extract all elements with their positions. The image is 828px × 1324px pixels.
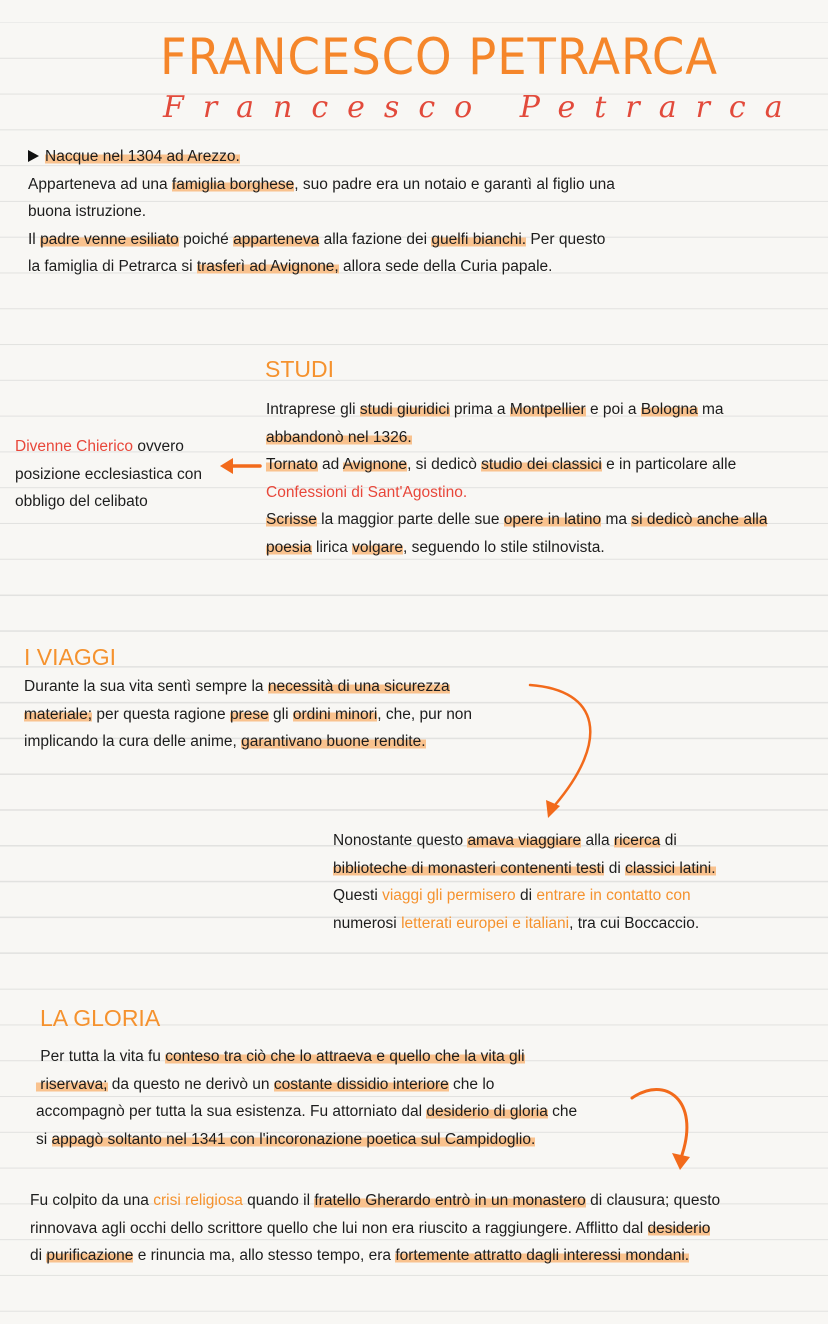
highlighted-text: Bologna bbox=[640, 401, 698, 418]
text-segment: poiché bbox=[178, 230, 234, 248]
text-segment: lirica bbox=[311, 538, 353, 556]
arrow-left-icon bbox=[220, 458, 260, 474]
highlighted-text: purificazione bbox=[46, 1247, 134, 1265]
text-segment: per questa ragione bbox=[92, 705, 230, 723]
text-segment: e in particolare alle bbox=[601, 456, 737, 474]
highlighted-text: desiderio bbox=[647, 1219, 711, 1237]
colored-text: Confessioni di Sant'Agostino. bbox=[266, 483, 468, 501]
highlighted-text: si dedicò anche alla bbox=[631, 511, 768, 529]
text-segment: e rinuncia ma, allo stesso tempo, era bbox=[133, 1247, 396, 1265]
text-segment: che bbox=[547, 1103, 578, 1121]
colored-text: Divenne Chierico bbox=[15, 438, 134, 455]
title-script-overlay: Francesco Petrarca bbox=[163, 90, 802, 125]
colored-text: entrare in contatto con bbox=[536, 887, 691, 905]
highlighted-text: Nacque nel 1304 ad Arezzo. bbox=[45, 148, 240, 165]
text-segment: prima a bbox=[449, 401, 510, 418]
highlighted-text: abbandonò nel 1326. bbox=[266, 428, 412, 446]
colored-text: crisi religiosa bbox=[153, 1192, 243, 1209]
text-segment: allora sede della Curia papale. bbox=[338, 258, 553, 276]
text-segment: ad bbox=[317, 456, 343, 474]
text-segment: Durante la sua vita sentì sempre la bbox=[24, 678, 268, 695]
text-segment: Fu colpito da una bbox=[30, 1192, 154, 1209]
highlighted-text: poesia bbox=[266, 538, 312, 556]
text-segment: posizione ecclesiastica con bbox=[15, 465, 202, 483]
highlighted-text: famiglia borghese bbox=[171, 175, 295, 193]
highlighted-text: materiale; bbox=[24, 705, 93, 723]
text-segment: ma bbox=[697, 401, 724, 418]
section-heading-studi: STUDI bbox=[265, 356, 334, 382]
highlighted-text: Tornato bbox=[266, 456, 318, 474]
highlighted-text: guelfi bianchi. bbox=[431, 230, 527, 248]
colored-text: viaggi gli permisero bbox=[382, 887, 516, 905]
highlighted-text: apparteneva bbox=[233, 230, 320, 248]
highlighted-text: studio dei classici bbox=[481, 456, 602, 474]
highlighted-text: trasferì ad Avignone, bbox=[196, 258, 339, 276]
text-segment: Per tutta la vita fu bbox=[36, 1048, 166, 1065]
highlighted-text: desiderio di gloria bbox=[426, 1103, 548, 1121]
text-segment: , seguendo lo stile stilnovista. bbox=[403, 538, 605, 556]
curved-arrow-icon-2 bbox=[632, 1089, 690, 1170]
curved-arrow-icon bbox=[530, 685, 590, 818]
text-segment: , suo padre era un notaio e garantì al figlio una bbox=[294, 175, 615, 193]
text-segment: di bbox=[515, 887, 537, 905]
text-segment: accompagnò per tutta la sua esistenza. Fu attorniato dal bbox=[36, 1103, 427, 1121]
highlighted-text: padre venne esiliato bbox=[40, 230, 179, 248]
text-segment: buona istruzione. bbox=[28, 203, 147, 221]
section-heading-gloria: LA GLORIA bbox=[40, 1005, 161, 1031]
highlighted-text: costante dissidio interiore bbox=[273, 1075, 449, 1093]
text-segment: quando il bbox=[242, 1192, 315, 1209]
highlighted-text: classici latini. bbox=[625, 859, 716, 877]
text-segment: , che, pur non bbox=[377, 705, 473, 723]
highlighted-text: ricerca bbox=[613, 832, 661, 849]
text-segment: gli bbox=[268, 705, 293, 723]
highlighted-text: garantivano buone rendite. bbox=[241, 733, 426, 751]
highlighted-text: Scrisse bbox=[266, 511, 317, 529]
text-segment: numerosi bbox=[333, 914, 402, 932]
section-heading-viaggi: I VIAGGI bbox=[24, 644, 117, 670]
text-segment: Per questo bbox=[526, 230, 606, 248]
text-segment: alla fazione dei bbox=[319, 230, 432, 248]
text-segment: da questo ne derivò un bbox=[107, 1075, 274, 1093]
text-segment: rinnovava agli occhi dello scrittore quello che lui non era riuscito a raggiungere. Afflitto dal bbox=[30, 1219, 648, 1237]
text-segment: di bbox=[660, 832, 677, 849]
text-segment: obbligo del celibato bbox=[15, 493, 148, 511]
text-segment: Nonostante questo bbox=[333, 832, 468, 849]
text-segment: che lo bbox=[448, 1075, 495, 1093]
text-segment: di clausura; questo bbox=[585, 1192, 721, 1209]
text-segment: , tra cui Boccaccio. bbox=[569, 914, 700, 932]
text-segment: di bbox=[604, 859, 626, 877]
page-title: FRANCESCO PETRARCA bbox=[160, 28, 719, 86]
text-segment: la famiglia di Petrarca si bbox=[28, 258, 197, 276]
text-segment: implicando la cura delle anime, bbox=[24, 733, 242, 751]
highlighted-text: fortemente attratto dagli interessi mondani. bbox=[395, 1247, 690, 1265]
text-segment: , si dedicò bbox=[407, 456, 482, 474]
highlighted-text: prese bbox=[229, 705, 269, 723]
highlighted-text: ordini minori bbox=[292, 705, 378, 723]
text-segment: Apparteneva ad una bbox=[28, 175, 172, 193]
highlighted-text: necessità di una sicurezza bbox=[267, 678, 450, 695]
highlighted-text: fratello Gherardo entrò in un monastero bbox=[314, 1192, 586, 1209]
highlighted-text: amava viaggiare bbox=[467, 832, 582, 849]
colored-text: letterati europei e italiani bbox=[401, 914, 570, 932]
highlighted-text: Avignone bbox=[342, 456, 408, 474]
highlighted-text: volgare bbox=[352, 538, 404, 556]
text-segment: alla bbox=[581, 832, 614, 849]
text-segment: Questi bbox=[333, 887, 383, 905]
highlighted-text: biblioteche di monasteri contenenti testi bbox=[333, 859, 605, 877]
text-segment: si bbox=[36, 1130, 52, 1148]
text-segment: ovvero bbox=[133, 438, 184, 455]
highlighted-text: studi giuridici bbox=[359, 401, 450, 418]
highlighted-text: opere in latino bbox=[503, 511, 602, 529]
highlighted-text: Montpellier bbox=[509, 401, 586, 418]
highlighted-text: riservava; bbox=[36, 1075, 108, 1093]
text-segment: ma bbox=[601, 511, 632, 529]
text-segment: Il bbox=[28, 230, 41, 248]
highlighted-text: conteso tra ciò che lo attraeva e quello che la vita gli bbox=[165, 1048, 525, 1065]
highlighted-text: appagò soltanto nel 1341 con l'incoronazione poetica sul Campidoglio. bbox=[51, 1130, 536, 1148]
text-segment: e poi a bbox=[585, 401, 641, 418]
text-segment: Intraprese gli bbox=[266, 401, 360, 418]
text-segment: la maggior parte delle sue bbox=[316, 511, 504, 529]
text-segment: di bbox=[30, 1247, 47, 1265]
